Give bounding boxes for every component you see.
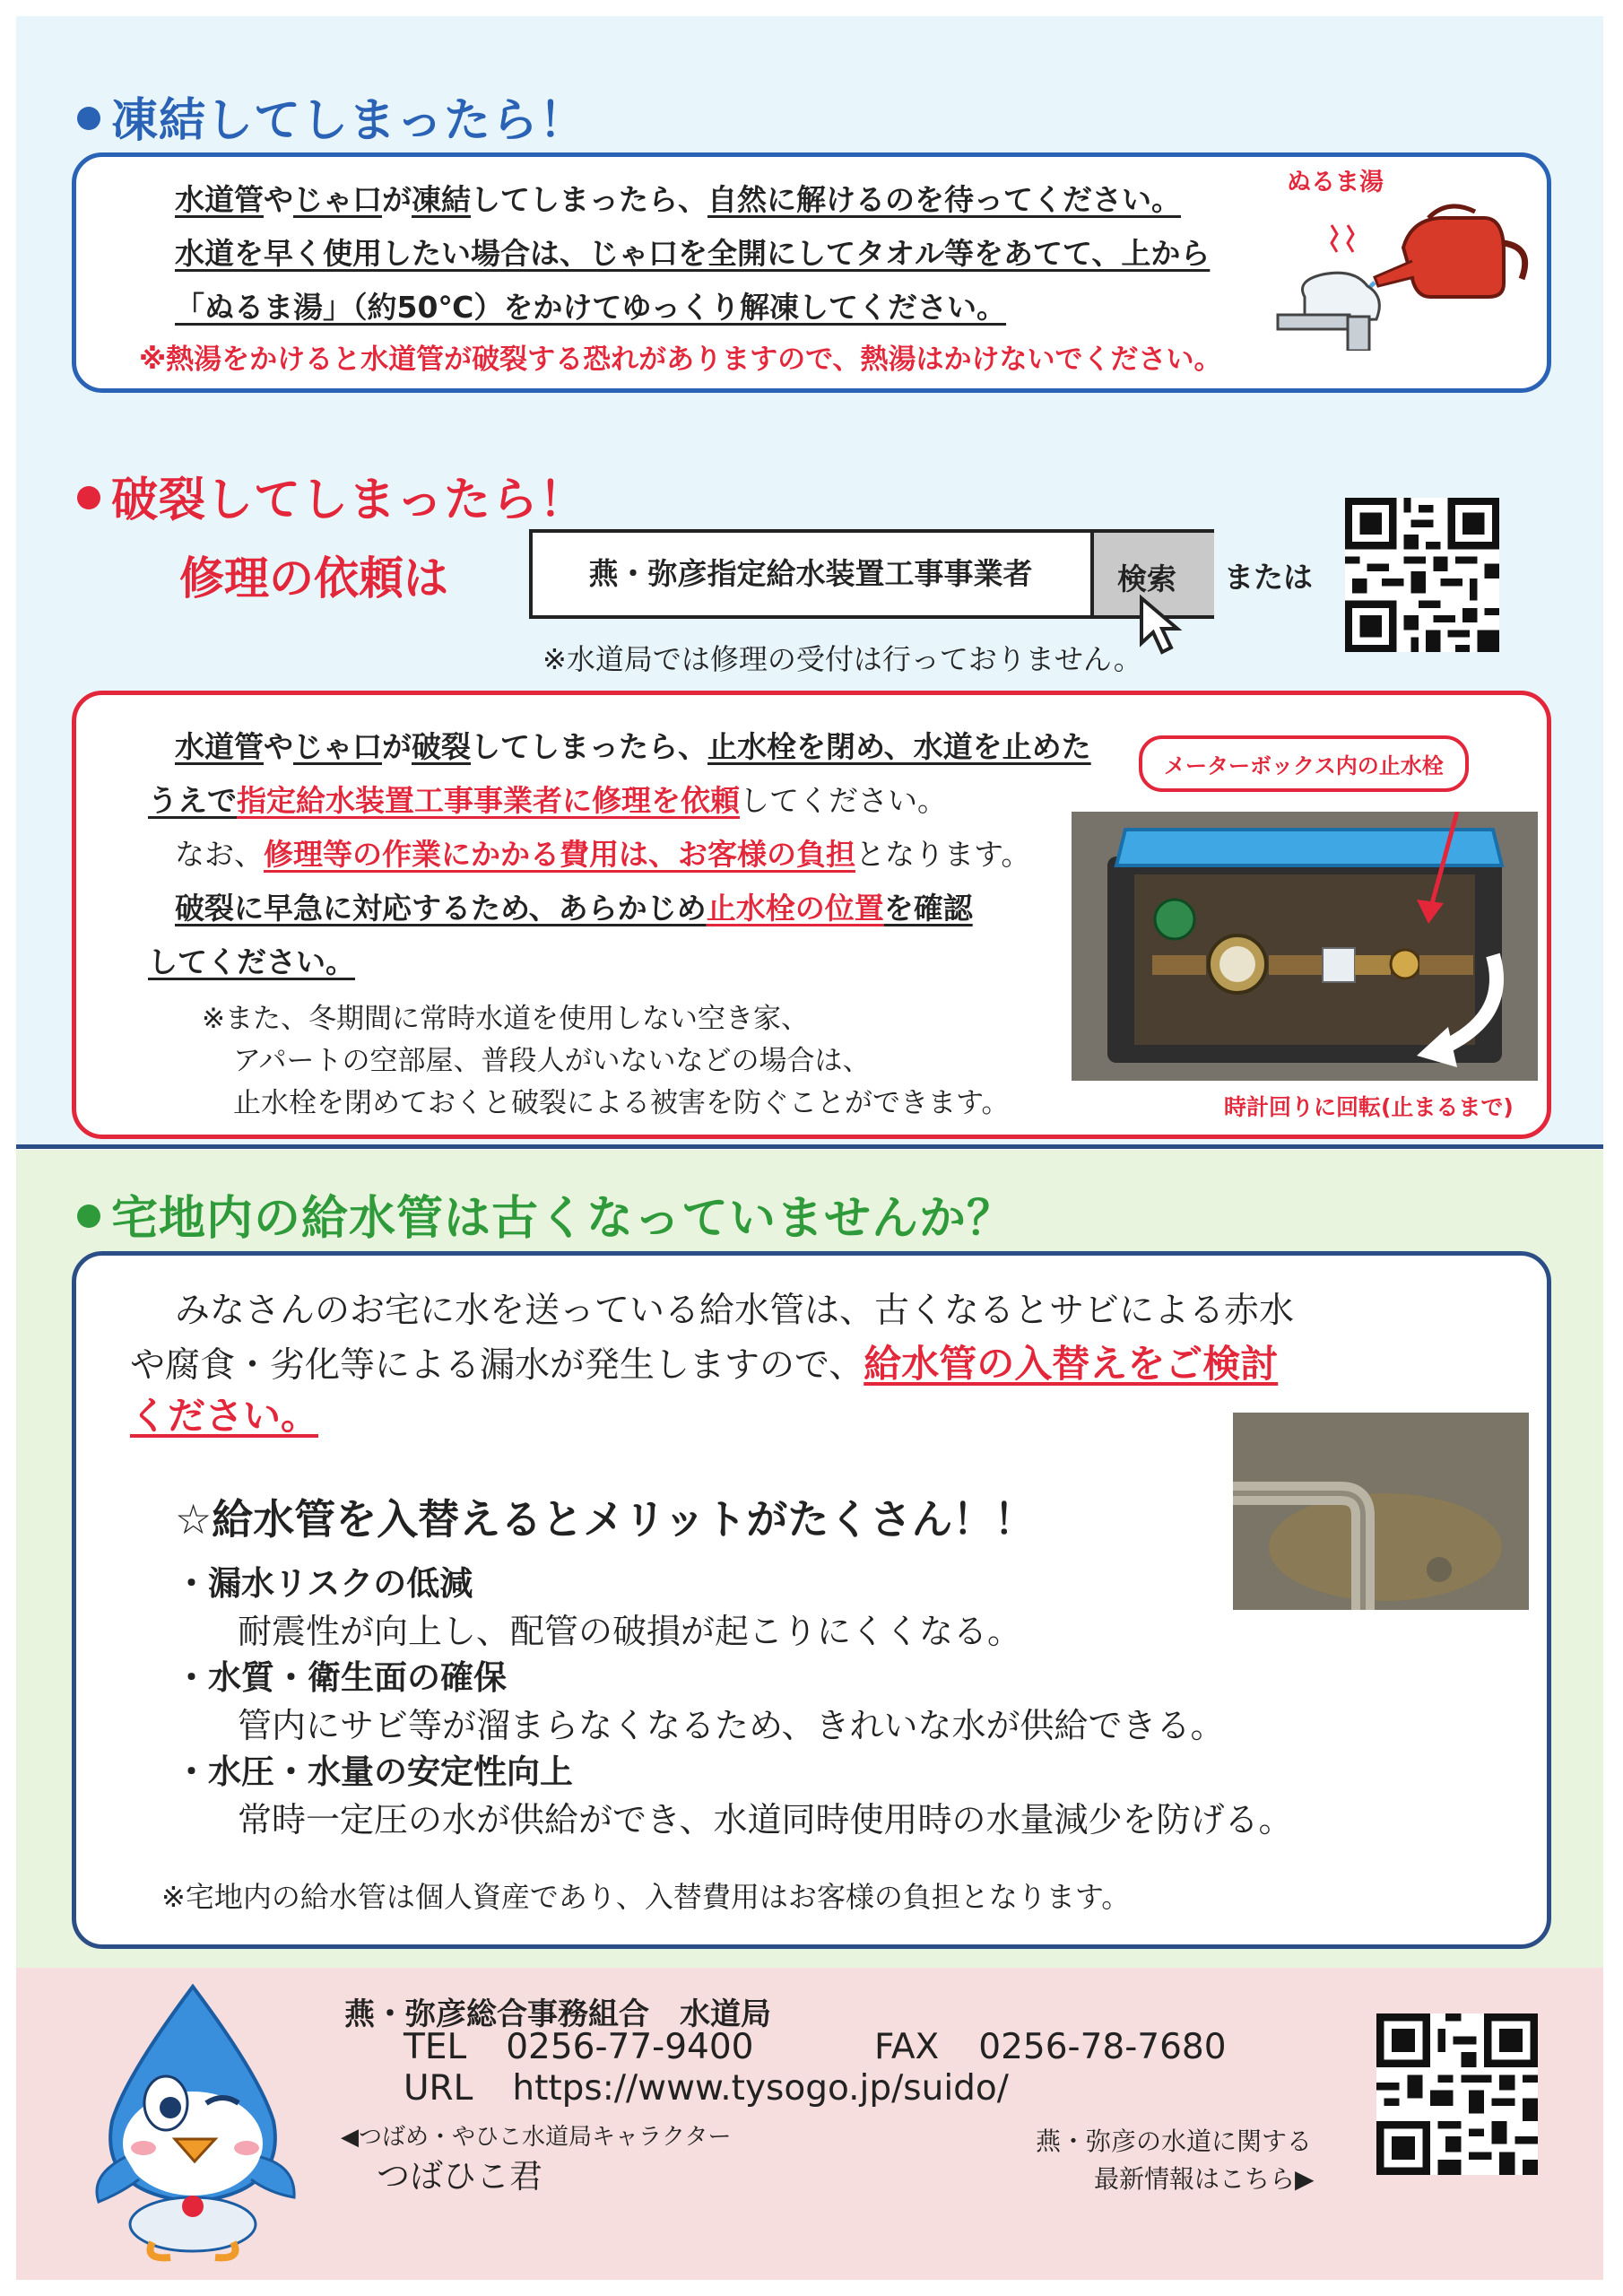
pipe-para-2: や腐食・劣化等による漏水が発生しますので、給水管の入替えをご検討 <box>130 1342 1279 1386</box>
merit-2-desc: 管内にサビ等が溜まらなくなるため、きれいな水が供給できる。 <box>238 1706 1225 1745</box>
no-repair-note: ※水道局では修理の受付は行っておりません。 <box>542 642 1142 676</box>
website-link[interactable]: https://www.tysogo.jp/suido/ <box>512 2068 1009 2109</box>
pipe-box <box>72 1251 1551 1949</box>
freeze-line-2: 水道を早く使用したい場合は、じゃ口を全開にしてタオル等をあてて、上から <box>175 236 1211 271</box>
freeze-line-1: 水道管やじゃ口が凍結してしまったら、自然に解けるのを待ってください。 <box>175 182 1181 217</box>
qr-caption-1: 燕・弥彦の水道に関する <box>1036 2126 1313 2156</box>
fax-number: 0256-78-7680 <box>978 2027 1227 2067</box>
fax-row: FAX 0256-78-7680 <box>874 2027 1227 2067</box>
search-button[interactable]: 検索 <box>1090 533 1214 615</box>
merit-3-desc: 常時一定圧の水が供給ができ、水道同時使用時の水量減少を防げる。 <box>238 1800 1293 1839</box>
pipe-photo <box>1233 1413 1529 1610</box>
callout-label: メーターボックス内の止水栓 <box>1139 735 1469 792</box>
freeze-warning: ※熱湯をかけると水道管が破裂する恐れがありますので、熱湯はかけないでください。 <box>139 344 1222 376</box>
triangle-left-icon: ◀ <box>341 2124 359 2151</box>
burst-box <box>72 691 1551 1139</box>
character-caption: ◀つばめ・やひこ水道局キャラクター <box>341 2124 732 2151</box>
search-box[interactable] <box>529 529 1214 619</box>
freeze-line-3: 「ぬるま湯」（約50℃）をかけてゆっくり解凍してください。 <box>175 290 1007 325</box>
callout-arrow-icon <box>1394 812 1475 928</box>
character-name: つばひこ君 <box>377 2157 542 2196</box>
tel-row: TEL 0256-77-9400 <box>404 2027 754 2067</box>
kettle-illustration <box>1269 162 1538 351</box>
qr-code-website[interactable] <box>1376 2013 1538 2175</box>
or-text: または <box>1224 560 1313 595</box>
bullet-icon <box>77 1205 100 1228</box>
kettle-icon <box>1269 162 1538 351</box>
section-divider <box>16 1144 1603 1149</box>
org-name: 燕・弥彦総合事務組合 水道局 <box>344 1996 771 2032</box>
tel-number[interactable]: 0256-77-9400 <box>506 2027 754 2067</box>
merit-2-title: ・水質・衛生面の確保 <box>175 1658 507 1697</box>
qr-caption-2: 最新情報はこちら▶ <box>1094 2164 1315 2194</box>
merit-3-title: ・水圧・水量の安定性向上 <box>175 1752 573 1791</box>
pipe-illustration <box>1233 1413 1529 1610</box>
url-row: URL https://www.tysogo.jp/suido/ <box>404 2068 1009 2109</box>
burst-line-4: 破裂に早急に対応するため、あらかじめ止水栓の位置を確認 <box>175 891 973 926</box>
merit-1-title: ・漏水リスクの低減 <box>175 1564 473 1603</box>
qr-icon <box>1345 498 1499 652</box>
rotate-arrow-icon <box>1403 946 1511 1081</box>
illustration-label: ぬるま湯 <box>1287 169 1384 196</box>
freeze-heading: 凍結してしまったら！ <box>77 83 586 150</box>
mascot-icon <box>72 1978 314 2265</box>
pipe-para-1: みなさんのお宅に水を送っている給水管は、古くなるとサビによる赤水 <box>175 1291 1295 1331</box>
mascot-illustration <box>72 1978 314 2265</box>
burst-line-1: 水道管やじゃ口が破裂してしまったら、止水栓を閉め、水道を止めた <box>175 729 1091 764</box>
burst-line-3: なお、修理等の作業にかかる費用は、お客様の負担となります。 <box>175 837 1031 872</box>
merit-1-desc: 耐震性が向上し、配管の破損が起こりにくくなる。 <box>238 1612 1022 1651</box>
request-label: 修理の依頼は <box>179 552 448 604</box>
burst-line-5: してください。 <box>148 944 355 979</box>
rotate-label: 時計回りに回転(止まるまで) <box>1224 1094 1514 1120</box>
burst-heading: 破裂してしまったら！ <box>77 462 586 529</box>
bullet-icon <box>77 107 100 130</box>
freeze-box <box>72 152 1551 393</box>
vacant-note-2: アパートの空部屋、普段人がいないなどの場合は、 <box>233 1045 871 1077</box>
qr-code-repair[interactable] <box>1345 498 1499 652</box>
asset-note: ※宅地内の給水管は個人資産であり、入替費用はお客様の負担となります。 <box>161 1880 1131 1914</box>
pipe-para-3: ください。 <box>130 1394 319 1438</box>
meter-box-photo <box>1072 812 1538 1081</box>
search-input[interactable]: 燕・弥彦指定給水装置工事事業者 <box>588 556 1033 591</box>
pipe-heading: 宅地内の給水管は古くなっていませんか？ <box>77 1180 1014 1248</box>
vacant-note-1: ※また、冬期間に常時水道を使用しない空き家、 <box>202 1003 809 1035</box>
burst-line-2: うえで指定給水装置工事事業者に修理を依頼してください。 <box>148 783 947 818</box>
merit-title: ☆給水管を入替えるとメリットがたくさん！！ <box>175 1495 1036 1544</box>
bullet-icon <box>77 486 100 509</box>
vacant-note-3: 止水栓を閉めておくと破裂による被害を防ぐことができます。 <box>233 1087 1010 1119</box>
qr-icon <box>1376 2013 1538 2175</box>
cursor-icon <box>1137 594 1191 657</box>
